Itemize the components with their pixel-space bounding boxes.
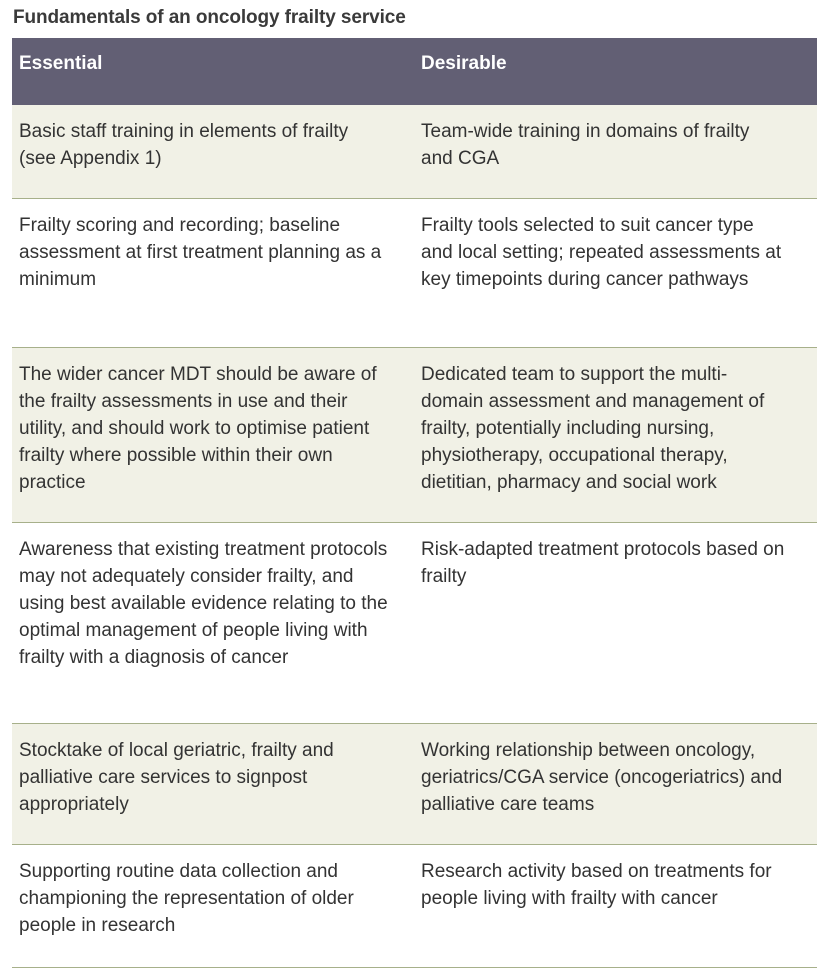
essential-text: Stocktake of local geriatric, frailty and palliative care services to signpost appropriately: [19, 740, 334, 815]
desirable-cell: [414, 724, 817, 844]
desirable-text: Team-wide training in domains of frailty and CGA: [421, 121, 750, 169]
desirable-text: Working relationship between oncology, geriatrics/CGA service (oncogeriatrics) and palliative care teams: [421, 740, 783, 815]
essential-cell: [12, 348, 414, 522]
essential-cell: [12, 724, 414, 844]
desirable-text: Research activity based on treatments for people living with frailty with cancer: [421, 861, 772, 909]
essential-text: The wider cancer MDT should be aware of the frailty assessments in use and their utility, and should work to optimise patient frailty where possible within their own practice: [19, 364, 377, 493]
desirable-cell: [414, 105, 817, 198]
essential-text: Supporting routine data collection and championing the representation of older people in research: [19, 861, 354, 936]
table-row: [12, 199, 817, 348]
essential-cell: [12, 199, 414, 347]
table-row: [12, 845, 817, 968]
desirable-text: Dedicated team to support the multi-domain assessment and management of frailty, potentially including nursing, physiotherapy, occupational therapy, dietitian, pharmacy and social work: [421, 364, 765, 493]
header-essential: Essential: [19, 53, 103, 74]
table-header-row: [12, 38, 817, 105]
essential-cell: [12, 523, 414, 723]
table-row: [12, 724, 817, 845]
frailty-service-table: [12, 38, 817, 968]
desirable-cell: [414, 348, 817, 522]
desirable-cell: [414, 845, 817, 967]
desirable-cell: [414, 523, 817, 723]
header-desirable: Desirable: [421, 53, 507, 74]
essential-cell: [12, 845, 414, 967]
desirable-text: Risk-adapted treatment protocols based on frailty: [421, 539, 785, 587]
essential-text: Basic staff training in elements of frailty (see Appendix 1): [19, 121, 349, 169]
essential-cell: [12, 105, 414, 198]
desirable-text: Frailty tools selected to suit cancer type and local setting; repeated assessments at key timepoints during cancer pathways: [421, 215, 782, 290]
table-title: Fundamentals of an oncology frailty service: [13, 7, 406, 28]
essential-text: Frailty scoring and recording; baseline assessment at first treatment planning as a minimum: [19, 215, 382, 290]
essential-text: Awareness that existing treatment protocols may not adequately consider frailty, and using best available evidence relating to the optimal management of people living with frailty with a diagnosis of cancer: [19, 539, 388, 668]
desirable-cell: [414, 199, 817, 347]
table-row: [12, 523, 817, 724]
table-row: [12, 348, 817, 523]
table-row: [12, 105, 817, 199]
